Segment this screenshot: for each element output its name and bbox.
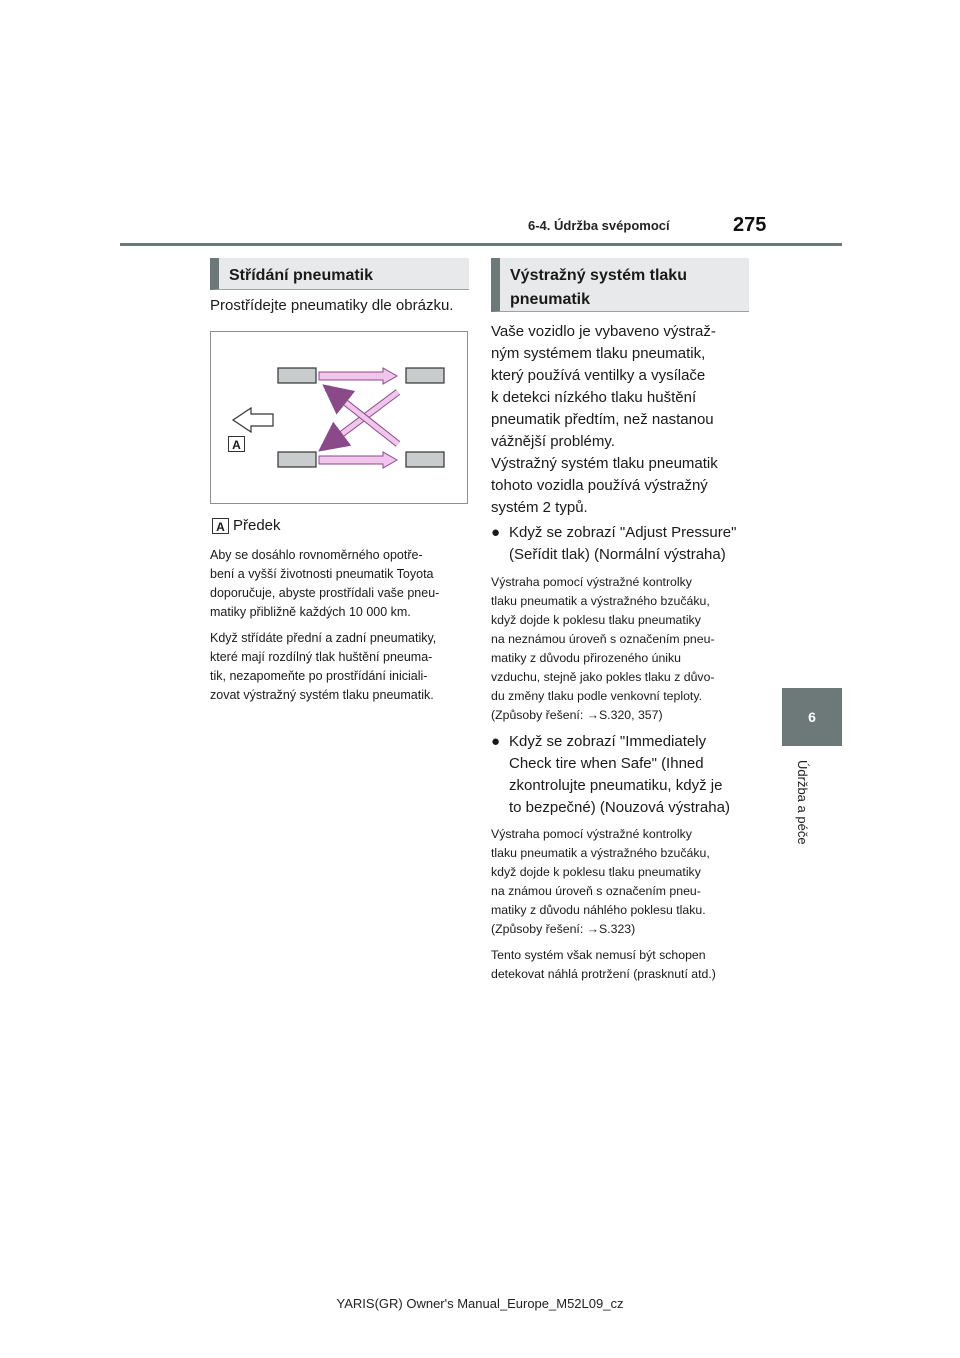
text-line: když dojde k poklesu tlaku pneumatiky bbox=[491, 865, 701, 879]
text-line: k detekci nízkého tlaku huštění bbox=[491, 389, 697, 406]
bullet-dot-icon: ● bbox=[491, 524, 501, 541]
text-line: který používá ventilky a vysílače bbox=[491, 367, 706, 384]
chapter-number: 6 bbox=[808, 709, 816, 725]
text-line: tik, nezapomeňte po prostřídání iniciali- bbox=[210, 669, 428, 683]
bullet-normal-warning bbox=[491, 522, 761, 566]
page-number: 275 bbox=[733, 214, 767, 236]
text-line: vzduchu, stejně jako pokles tlaku z důvo- bbox=[491, 670, 715, 684]
rotation-diagram bbox=[210, 331, 468, 504]
text-line: (Způsoby řešení: →S.323) bbox=[491, 922, 636, 936]
tire-rear-left bbox=[278, 452, 316, 467]
arrow-diagonal-to-rear-left bbox=[323, 392, 398, 448]
text-line: Tento systém však nemusí být schopen bbox=[491, 948, 706, 962]
chapter-label: Údržba a péče bbox=[795, 760, 810, 845]
tpms-intro bbox=[491, 321, 759, 453]
rotation-diagram-svg bbox=[211, 332, 467, 503]
text-line: Check tire when Safe" (Ihned bbox=[509, 755, 704, 772]
normal-warning-desc bbox=[491, 573, 761, 725]
text-line: Aby se dosáhlo rovnoměrného opotře- bbox=[210, 548, 423, 562]
header-rule bbox=[120, 243, 842, 246]
text-line: Když střídáte přední a zadní pneumatiky, bbox=[210, 631, 437, 645]
text-line: systém 2 typů. bbox=[491, 499, 588, 516]
legend-label-a: A bbox=[212, 518, 229, 534]
text-line: pneumatik předtím, než nastanou bbox=[491, 411, 714, 428]
arrow-rear-left-to-rear-right bbox=[319, 452, 397, 468]
front-direction-arrow bbox=[233, 408, 273, 432]
tire-front-left bbox=[278, 368, 316, 383]
tire-rear-right bbox=[406, 452, 444, 467]
text-line: tlaku pneumatik a výstražného bzučáku, bbox=[491, 594, 710, 608]
tpms-intro-2 bbox=[491, 453, 759, 519]
text-line: Výstraha pomocí výstražné kontrolky bbox=[491, 575, 692, 589]
text-line: doporučuje, abyste prostřídali vaše pneu- bbox=[210, 586, 440, 600]
rotation-intro: Prostřídejte pneumatiky dle obrázku. bbox=[210, 297, 454, 314]
text-line: na neznámou úroveň s označením pneu- bbox=[491, 632, 715, 646]
tpms-note bbox=[491, 946, 761, 984]
text-line: když dojde k poklesu tlaku pneumatiky bbox=[491, 613, 701, 627]
diagram-label-a: A bbox=[228, 436, 245, 452]
text-line: Když se zobrazí "Adjust Pressure" bbox=[509, 524, 737, 541]
text-line: zkontrolujte pneumatiku, když je bbox=[509, 777, 723, 794]
legend-text: Předek bbox=[233, 517, 281, 534]
footer-doc-id: YARIS(GR) Owner's Manual_Europe_M52L09_cz bbox=[336, 1296, 624, 1311]
text-line: na známou úroveň s označením pneu- bbox=[491, 884, 701, 898]
heading-line: Výstražný systém tlaku bbox=[510, 267, 687, 284]
section-title: 6-4. Údržba svépomocí bbox=[528, 218, 670, 233]
rotation-paragraph-2 bbox=[210, 629, 472, 705]
text-line: matiky z důvodu náhlého poklesu tlaku. bbox=[491, 903, 706, 917]
bullet-emergency-warning bbox=[491, 731, 761, 819]
text-line: tohoto vozidla používá výstražný bbox=[491, 477, 708, 494]
text-line: to bezpečné) (Nouzová výstraha) bbox=[509, 799, 730, 816]
emergency-warning-desc bbox=[491, 825, 761, 939]
legend-front bbox=[212, 515, 281, 537]
heading-tire-rotation: Střídání pneumatik bbox=[210, 258, 469, 290]
text-line: Výstražný systém tlaku pneumatik bbox=[491, 455, 718, 472]
text-line: (Seřídit tlak) (Normální výstraha) bbox=[509, 546, 726, 563]
bullet-dot-icon: ● bbox=[491, 733, 501, 750]
text-line: (Způsoby řešení: →S.320, 357) bbox=[491, 708, 663, 722]
heading-tpms bbox=[491, 258, 749, 312]
text-line: které mají rozdílný tlak huštění pneuma- bbox=[210, 650, 433, 664]
text-line: zovat výstražný systém tlaku pneumatik. bbox=[210, 688, 434, 702]
text-line: detekovat náhlá protržení (prasknutí atd.) bbox=[491, 967, 716, 981]
text-line: matiky z důvodu přirozeného úniku bbox=[491, 651, 682, 665]
text-line: ným systémem tlaku pneumatik, bbox=[491, 345, 706, 362]
text-line: Když se zobrazí "Immediately bbox=[509, 733, 707, 750]
text-line: vážnější problémy. bbox=[491, 433, 615, 450]
arrow-front-left-to-front-right bbox=[319, 368, 397, 384]
heading-line: pneumatik bbox=[510, 291, 591, 308]
rotation-paragraph-1 bbox=[210, 546, 472, 622]
text-line: tlaku pneumatik a výstražného bzučáku, bbox=[491, 846, 710, 860]
text-line: bení a vyšší životnosti pneumatik Toyota bbox=[210, 567, 434, 581]
text-line: Výstraha pomocí výstražné kontrolky bbox=[491, 827, 692, 841]
text-line: matiky přibližně každých 10 000 km. bbox=[210, 605, 411, 619]
text-line: Vaše vozidlo je vybaveno výstraž- bbox=[491, 323, 716, 340]
text-line: du změny tlaku podle venkovní teploty. bbox=[491, 689, 702, 703]
tire-front-right bbox=[406, 368, 444, 383]
chapter-tab[interactable] bbox=[782, 688, 842, 746]
